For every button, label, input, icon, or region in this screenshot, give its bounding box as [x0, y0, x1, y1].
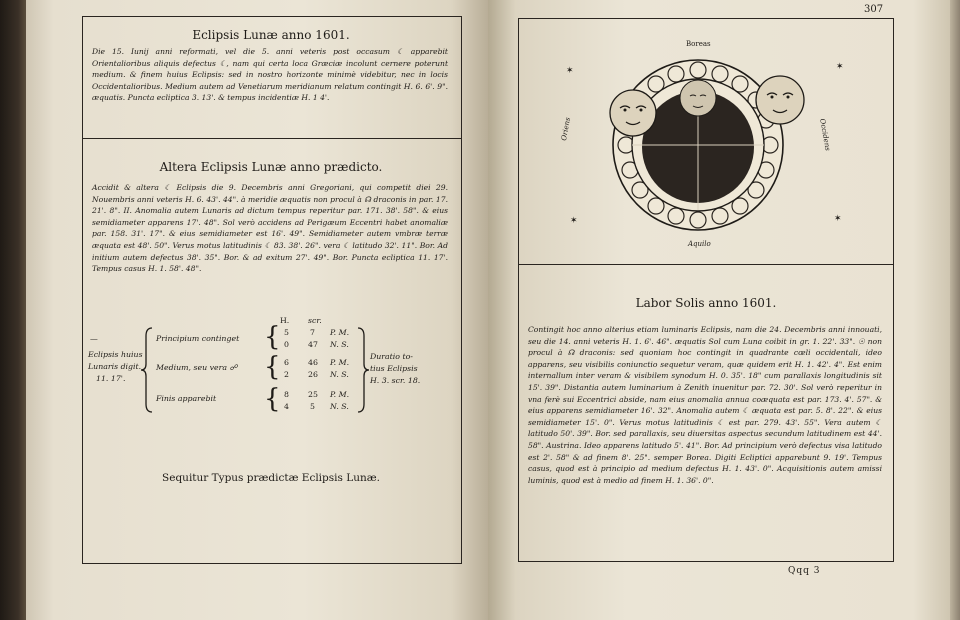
solar-eclipse-text: Contingit hoc anno alterius etiam luminaris Eclipsis, nam die 24. Decembris anni innouati, seu die 14. anni veteris H. 1. 6'. 46". æquatis Sol cum Luna coibit in gr. 1. 22'. 33". ☉ non procul à ☊ draconis: sed quoniam hoc contingit in quadrante cœli occidentali, ideo apparens, seu visibilis coniunctio sequetur veram, quæ quidem erit H. 1. 42'. 4". Est enim internallum inter veram & visibilem synodum H. 0. 35'. 18" cum parallaxis longitudinis sit 15'. 39". Distantia autem luminarium à Zenith inuenitur par. 72. 30'. Sol verò reperitur in vna ferè sui Eccentrici abside, nam eius anomalia annua coæquata est par. 173. 4'. 57". & eius apparens semidiameter 16'. 32". Anomalia autem ☾ æquata est par. 5. 8'. 22". & eius semidiameter 15'. 0". Verus motus latitudinis ☾ est par. 279. 43'. 55". Vera autem ☾ latitudo 50'. 39". Bor. sed parallaxis, seu diuersitas aspectus secundum latitudinem est 44'. 58". Austrina. Ideo apparens latitudo 5'. 41". Bor. Ad principium verò defectus visa latitudo est 2'. 58" & ad finem 8'. 25". semper Borea. Digiti Ecliptici apparebunt 9. 19'. Tempus casus, quod est à principio ad medium defectus H. 1. 43'. 0". Acquisitionis autem amissi luminis, quod est à medio ad finem H. 1. 36'. 0". [528, 325, 882, 485]
table-left-label-2: Lunaris digit. [88, 362, 142, 371]
row1-scr-b: 47 [308, 340, 318, 349]
table-row-label-finis: Finis apparebit [156, 394, 217, 403]
table-row-label-medium: Medium, seu vera ☍ [156, 363, 238, 372]
left-page [26, 0, 488, 620]
page-number: 307 [864, 4, 884, 15]
row1-h-b: 0 [284, 340, 289, 349]
sequitur-line: Sequitur Typus prædictæ Eclipsis Lunæ. [162, 472, 380, 484]
star-icon: ✶ [570, 216, 578, 226]
eclipse-title-2: Altera Eclipsis Lunæ anno prædicto. [159, 160, 383, 174]
book-binding-edge [0, 0, 26, 620]
table-row-label-principium: Principium continget [156, 334, 240, 343]
row3-scr-a: 25 [308, 390, 318, 399]
row2-scr-a: 46 [308, 358, 318, 367]
table-left-label-3: 11. 17'. [96, 374, 126, 383]
book-page-edges [950, 0, 960, 620]
eclipse-title-1: Eclipsis Lunæ anno 1601. [192, 28, 350, 42]
moon-face-left [608, 88, 658, 138]
row3-tag-a: P. M. [330, 390, 350, 399]
row2-tag-a: P. M. [330, 358, 350, 367]
table-left-brace [140, 326, 154, 414]
section-divider [82, 138, 461, 139]
table-left-label-1: Eclipsis huius [88, 350, 143, 359]
eclipse-text-2: Accidit & altera ☾ Eclipsis die 9. Decembris anni Gregoriani, qui competit diei 29. Nouembris anni veteris H. 6. 43'. 44". à meridie æquatis non procul à ☊ draconis in par. 17. 21'. 8". II. Anomalia autem Lunaris ad dictum tempus reperitur par. 171. 38'. 58". & eius semidiameter apparens 17'. 48". Sol verò accidens ad Perigæum Eccentri habet anomaliæ par. 158. 31'. 17". & eius semidiameter est 16'. 49". Semidiameter autem vmbræ terræ æquata est 48'. 50". Verus motus latitudinis ☾ 83. 38'. 26". vera ☾ latitudo 32'. 11". Bor. Ad initium autem defectus 38'. 35". Bor. & ad exitum 27'. 49". Bor. Puncta ecliptica 11. 17'. Tempus casus H. 1. 58'. 48". [92, 183, 448, 274]
right-page [488, 0, 950, 620]
star-icon: ✶ [836, 62, 844, 72]
direction-label-right: Occidens [818, 118, 832, 152]
signature-mark: Qqq 3 [788, 566, 821, 576]
row-brace-3: { [264, 384, 281, 414]
row-brace-1: { [264, 322, 281, 352]
figure-divider [518, 264, 893, 265]
direction-label-top: Boreas [686, 40, 711, 48]
row3-tag-b: N. S. [330, 402, 349, 411]
eclipse-text-1: Die 15. Iunij anni reformati, vel die 5. anni veteris post occasum ☾ apparebit Orientalioribus aliquis defectus ☾, nam qui certa loca Græciæ incolunt cernere poterunt medium. & finem huius Eclipsis: sed in nostro horizonte minimè videbitur, nec in locis Occidentalioribus. Medium autem ad Venetiarum meridianum relatum contingit H. 6. 6'. 9". æquatis. Puncta ecliptica 3. 13'. & tempus incidentiæ H. 1 4'. [92, 47, 448, 103]
row-brace-2: { [264, 352, 281, 382]
table-right-label-2: tius Eclipsis [370, 364, 418, 373]
table-header-scr: scr. [308, 316, 322, 325]
table-right-label-1: Duratio to- [370, 352, 413, 361]
solar-eclipse-title: Labor Solis anno 1601. [635, 296, 777, 310]
direction-label-bottom: Aquilo [688, 240, 711, 248]
row2-h-b: 2 [284, 370, 289, 379]
row2-h-a: 6 [284, 358, 289, 367]
table-dash: — [90, 334, 98, 343]
moon-face-right [754, 74, 806, 126]
row3-h-b: 4 [284, 402, 289, 411]
row1-h-a: 5 [284, 328, 289, 337]
row1-tag-a: P. M. [330, 328, 350, 337]
table-right-brace [356, 326, 370, 414]
star-icon: ✶ [834, 214, 842, 224]
row1-tag-b: N. S. [330, 340, 349, 349]
row1-scr-a: 7 [310, 328, 315, 337]
table-right-label-3: H. 3. scr. 18. [370, 376, 421, 385]
row2-scr-b: 26 [308, 370, 318, 379]
table-header-h: H. [280, 316, 290, 325]
direction-label-left: Oriens [560, 116, 572, 142]
row3-scr-b: 5 [310, 402, 315, 411]
star-icon: ✶ [566, 66, 574, 76]
row2-tag-b: N. S. [330, 370, 349, 379]
row3-h-a: 8 [284, 390, 289, 399]
